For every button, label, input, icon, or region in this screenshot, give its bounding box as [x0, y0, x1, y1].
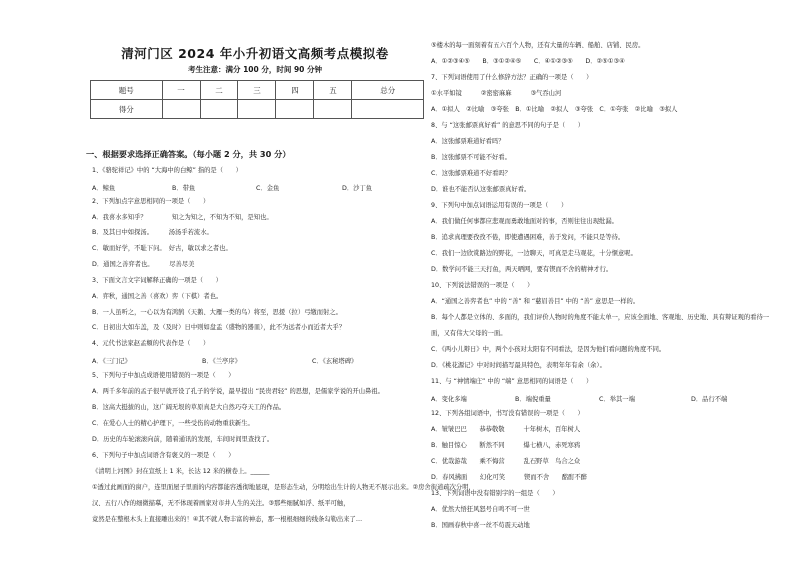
question-line: A．这张邮票难道好看吗？: [431, 138, 505, 145]
score-input-cell[interactable]: [276, 100, 314, 119]
question-line: C．这张邮票难道不好看吗？: [431, 170, 511, 177]
score-table: [90, 80, 424, 119]
score-cell: 题号: [91, 81, 163, 100]
question-line: 《清明上河图》封在宣纸上 1 米，长达 12 米的横卷上。______: [92, 468, 270, 475]
question-line: B．及其日中如探汤。 汤汤乎若流水。: [92, 229, 213, 236]
question-line: D．通国之善弈者也。 尽善尽美: [92, 261, 195, 268]
question-line: A．皱皱巴巴 恭恭敬敬 十年树木，百年树人: [431, 426, 581, 433]
question-line: C．优哉游哉 乘不悔营 乱石野草 鸟合之众: [431, 458, 581, 465]
question-line: 6、下列句子中加点词语含有褒义的一项是（ ）: [92, 452, 235, 459]
question-line: D．《桃花源记》中对时间描写最具特色，表明年年有余（余）。: [431, 362, 606, 369]
score-cell: 二: [200, 81, 238, 100]
answer-option: B．《兰亭序》: [202, 358, 241, 365]
score-cell: 一: [162, 81, 200, 100]
score-input-cell[interactable]: [352, 100, 424, 119]
question-line: C．日初出大如车盖，及（及时）日中则如盘盂（盛物的器皿），此不为远者小而近者大乎？: [92, 324, 346, 331]
answer-option: D．沙丁鱼: [342, 185, 373, 192]
question-line: 汉、五行八作的细微描摹，无不体现着画家对市井人生的关注。③那些细腻如浮、纸平可触，: [92, 500, 350, 507]
question-line: B．追求真理要孜孜不倦，即使遭遇困难，善于发问，不能只是等待。: [431, 234, 625, 241]
question-line: 竟然是在整根木头上直接雕出来的！④其不就人物丰富的神态，那一根根细细的线条勾勒出来了…: [92, 516, 363, 523]
question-line: 9、下列句中加点词语运用有误的一项是（ ）: [431, 202, 568, 209]
question-line: C．我们一边欣赏路边的野花，一边聊天，可真是走马观花，十分惬意呢。: [431, 250, 637, 257]
question-line: ⑤楼木的每一面刻着有五六百个人物，还有大量的车辆、船舶、店铺、民房。: [431, 42, 645, 49]
answer-option: C．举其一端: [599, 396, 635, 403]
question-line: B．每个人都是立体的、多面的，我们评价人物时的角度不能太单一，应该全面地、客观地、历史地、具有辩证观的看待一: [431, 314, 770, 321]
question-line: 2、下列加点字意思相同的一项是（ ）: [92, 198, 210, 205]
question-line: 11、与 “神情端庄” 中的 “端” 意思相同的词语是（ ）: [431, 378, 593, 385]
exam-notice: 考生注意：满分 100 分，时间 90 分钟: [187, 65, 323, 74]
question-line: A．我们做任何事都应悲观而勇敢地面对的事，否则往往出现纰漏。: [431, 218, 618, 225]
question-line: A．①拟人 ②比喻 ③夸张 B．①比喻 ②拟人 ③夸张 C．①夸张 ②比喻 ③拟人: [431, 106, 678, 113]
answer-option: A．《三门记》: [92, 358, 131, 365]
score-cell: 得分: [91, 100, 163, 119]
score-input-cell[interactable]: [162, 100, 200, 119]
question-line: A．优然大悟狂风怒号自鸣不可一世: [431, 506, 530, 513]
answer-option: D．品行不端: [691, 396, 728, 403]
question-line: ①透过此画面的窗户，连里面屋子里面的内容都能容透彻地显现，是形态生动，分明绘出生计的人物无不展示出来。②房舍街道疏次分明，: [92, 484, 475, 491]
question-line: C．《两小儿辩日》中，两个小孩对太阳有不同看法，是因为他们看问题的角度不同。: [431, 346, 666, 353]
score-cell: 五: [314, 81, 352, 100]
answer-option: C．《玄秘塔碑》: [312, 358, 358, 365]
question-line: D．历史的车轮滚滚向前，随着通讯的发展，车间时间里查找了。: [92, 436, 274, 443]
question-line: C．在爱心人士的精心护理下，一些受伤的动物重获新生。: [92, 420, 254, 427]
question-line: B．触目惊心 断然不同 爆七横八，赤死寒鸦: [431, 442, 581, 449]
question-line: D．春风拂面 幻化可笑 锲而不舍 酩酊不醉: [431, 474, 587, 481]
question-line: 1、《骆驼祥记》中的 “大海中的白鲸” 指的是（ ）: [92, 167, 242, 174]
score-input-cell[interactable]: [200, 100, 238, 119]
score-table-score-row: [91, 100, 424, 119]
question-line: 5、下列句子中加点成语使用错误的一项是（ ）: [92, 372, 235, 379]
question-line: ①水平如镜 ②密密麻麻 ③气吞山河: [431, 90, 562, 97]
question-line: 13、下列词语中没有错别字的一组是（ ）: [431, 490, 559, 497]
score-cell: 四: [276, 81, 314, 100]
question-line: C．敏而好学，不耻下问。 好古，敏以求之者也。: [92, 245, 232, 252]
question-line: B．国画春秋中喜一丝不苟震天动地: [431, 522, 530, 529]
section-heading: 一、根据要求选择正确答案。（每小题 2 分，共 30 分）: [86, 149, 291, 159]
answer-option: A．变化多端: [431, 396, 467, 403]
question-line: A．弈秋，通国之善（喜欢）弈（下棋）者也。: [92, 293, 223, 300]
answer-option: A．鲸鱼: [92, 185, 116, 192]
question-line: A．我喜水多知乎？ 知之为知之，不知为不知，是知也。: [92, 214, 273, 221]
answer-option: B．带鱼: [172, 185, 196, 192]
answer-option: C．金鱼: [256, 185, 280, 192]
question-line: 7、下列词语使用了什么修辞方法？正确的一项是（ ）: [431, 74, 593, 81]
question-line: A．“通国之善弈者也” 中的 “善” 和 “慈眉善目” 中的 “善” 意思是一样的。: [431, 298, 640, 305]
question-line: D．数学问不能三天打鱼，两天晒网，要有锲而不舍的精神才行。: [431, 266, 613, 273]
score-table-header-row: [91, 81, 424, 100]
answer-option: B．端倪重量: [515, 396, 551, 403]
question-line: A．①②③④⑤ B．③①②④⑤ C．④①②③⑤ D．②⑤①③④: [431, 58, 625, 65]
question-line: B．这高大挺拔的山，这广阔无垠的草原真是大自然巧夺天工的作品。: [92, 404, 286, 411]
question-line: 12、下列各组词语中，书写没有错误的一项是（ ）: [431, 410, 584, 417]
question-line: 10、下列说法错误的一项是（ ）: [431, 282, 534, 289]
question-line: A．两千多年前的孟子很早就开设了孔子的学说，最早提出 “民贵君轻” 的思想，是儒家学说的开山鼻祖。: [92, 388, 384, 395]
question-line: 8、与 “这张邮票真好看” 的意思不同的句子是（ ）: [431, 122, 585, 129]
score-cell: 总分: [352, 81, 424, 100]
question-line: 3、下面文言文字词解释正确的一项是（ ）: [92, 277, 222, 284]
question-line: B．一人虽听之，一心以为有鸿鹄（天鹅、大雁一类的鸟）将至，思援（拉）弓缴而射之。: [92, 309, 342, 316]
question-line: 4、元代书法家赵孟頫的代表作是（ ）: [92, 340, 210, 347]
score-input-cell[interactable]: [238, 100, 276, 119]
score-input-cell[interactable]: [314, 100, 352, 119]
question-line: 面，又有伟大父母的一面。: [431, 330, 507, 337]
score-cell: 三: [238, 81, 276, 100]
exam-title: 清河门区 2024 年小升初语文高频考点模拟卷: [121, 46, 389, 61]
question-line: D．谁也不能否认这张邮票真好看。: [431, 186, 531, 193]
question-line: B．这张邮票不可能不好看。: [431, 154, 511, 161]
